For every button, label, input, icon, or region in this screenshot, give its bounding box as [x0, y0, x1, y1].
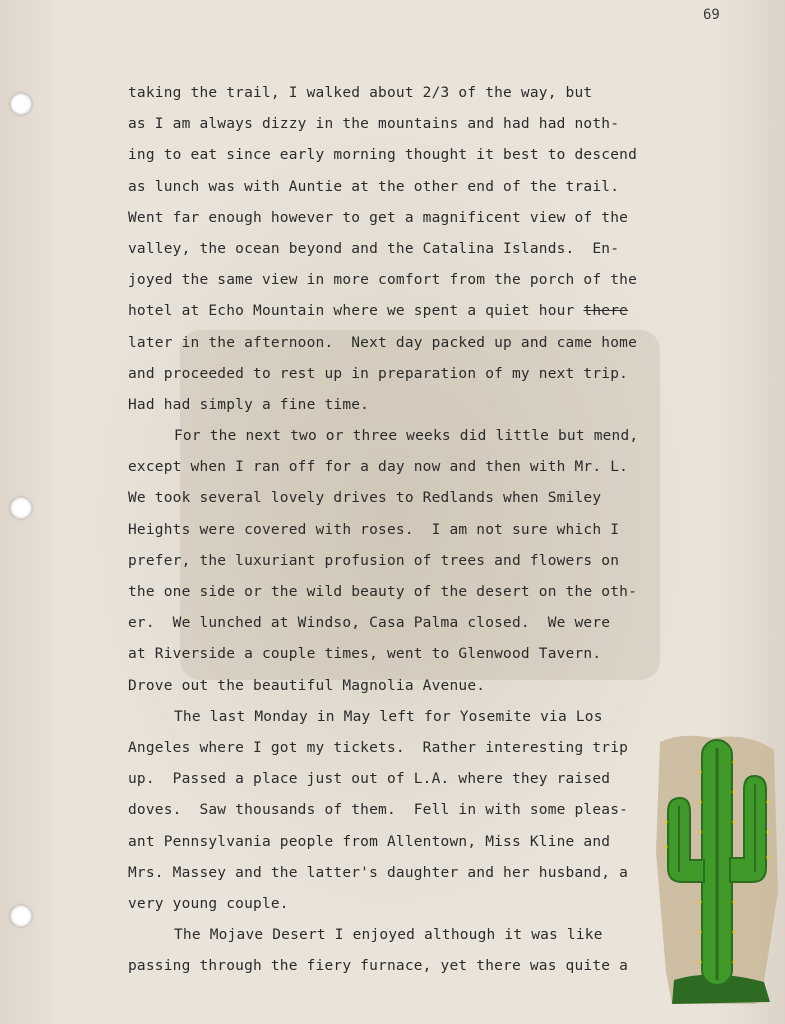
text-line [128, 733, 688, 764]
text-line [128, 858, 688, 889]
text-line [128, 889, 688, 920]
binder-hole-top [10, 93, 32, 115]
text-line-content: prefer, the luxuriant profusion of trees and flowers on [128, 552, 620, 569]
text-line-content: the one side or the wild beauty of the desert on the oth- [128, 584, 637, 600]
struck-word: there [583, 303, 629, 320]
text-line-content: Mrs. Massey and the latter's daughter and her husband, a [128, 864, 629, 881]
text-line-content: as lunch was with Auntie at the other end of the trail. [128, 178, 620, 195]
text-line [128, 265, 688, 296]
text-line-content: joyed the same view in more comfort from the porch of the [128, 272, 637, 289]
text-line-content: taking the trail, I walked about 2/3 of the way, but [128, 85, 593, 101]
text-line-content: ing to eat since early morning thought it best to descend [128, 147, 637, 164]
text-line [128, 639, 688, 670]
text-line-content: ant Pennsylvania people from Allentown, Miss Kline and [128, 833, 611, 850]
page-number: 69 [703, 7, 720, 23]
text-line [128, 296, 688, 327]
text-line-content: doves. Saw thousands of them. Fell in with some pleas- [128, 802, 629, 819]
saguaro-cactus-icon [652, 732, 782, 1010]
text-line [128, 764, 688, 795]
text-line-content: We took several lovely drives to Redlands when Smiley [128, 490, 602, 507]
text-line [128, 203, 688, 234]
text-line-content: except when I ran off for a day now and then with Mr. L. [128, 459, 629, 476]
text-line [128, 827, 688, 858]
text-line [128, 390, 688, 421]
text-line [128, 483, 688, 514]
text-line-content: er. We lunched at Windso, Casa Palma closed. We were [128, 615, 611, 632]
text-line-content: valley, the ocean beyond and the Catalina Islands. En- [128, 240, 620, 257]
text-line [128, 421, 688, 452]
binder-hole-bottom [10, 905, 32, 927]
typed-text-body [128, 78, 688, 982]
text-line [128, 452, 688, 483]
text-line-content: as I am always dizzy in the mountains and had had noth- [128, 116, 620, 133]
text-line [128, 359, 688, 390]
text-line [128, 546, 688, 577]
text-line [128, 109, 688, 140]
text-line-content: Went far enough however to get a magnificent view of the [128, 209, 629, 226]
text-line [128, 140, 688, 171]
text-line-content: and proceeded to rest up in preparation of my next trip. [128, 365, 629, 382]
text-line-content: at Riverside a couple times, went to Glenwood Tavern. [128, 646, 602, 663]
binder-hole-middle [10, 497, 32, 519]
text-line-content: Drove out the beautiful Magnolia Avenue. [128, 677, 486, 694]
text-line [128, 951, 688, 982]
text-line-content: The Mojave Desert I enjoyed although it was like [174, 927, 603, 944]
text-line [128, 172, 688, 203]
text-line-content: hotel at Echo Mountain where we spent a quiet hour [128, 303, 584, 320]
text-line-content: For the next two or three weeks did little but mend, [174, 428, 639, 445]
text-line-content: Angeles where I got my tickets. Rather interesting trip [128, 739, 629, 756]
text-line [128, 795, 688, 826]
text-line-content: Heights were covered with roses. I am not sure which I [128, 521, 620, 538]
text-line [128, 702, 688, 733]
text-line-content: The last Monday in May left for Yosemite via Los [174, 708, 603, 725]
text-line [128, 234, 688, 265]
text-line-content: later in the afternoon. Next day packed up and came home [128, 334, 637, 351]
text-line-content: very young couple. [128, 895, 289, 912]
text-line-content: passing through the fiery furnace, yet there was quite a [128, 958, 629, 975]
text-line-content: up. Passed a place just out of L.A. where they raised [128, 771, 611, 788]
text-line [128, 608, 688, 639]
text-line [128, 920, 688, 951]
text-line [128, 78, 688, 109]
text-line [128, 328, 688, 359]
text-line [128, 577, 688, 608]
text-line [128, 515, 688, 546]
text-line-content: Had had simply a fine time. [128, 396, 370, 413]
text-line [128, 671, 688, 702]
